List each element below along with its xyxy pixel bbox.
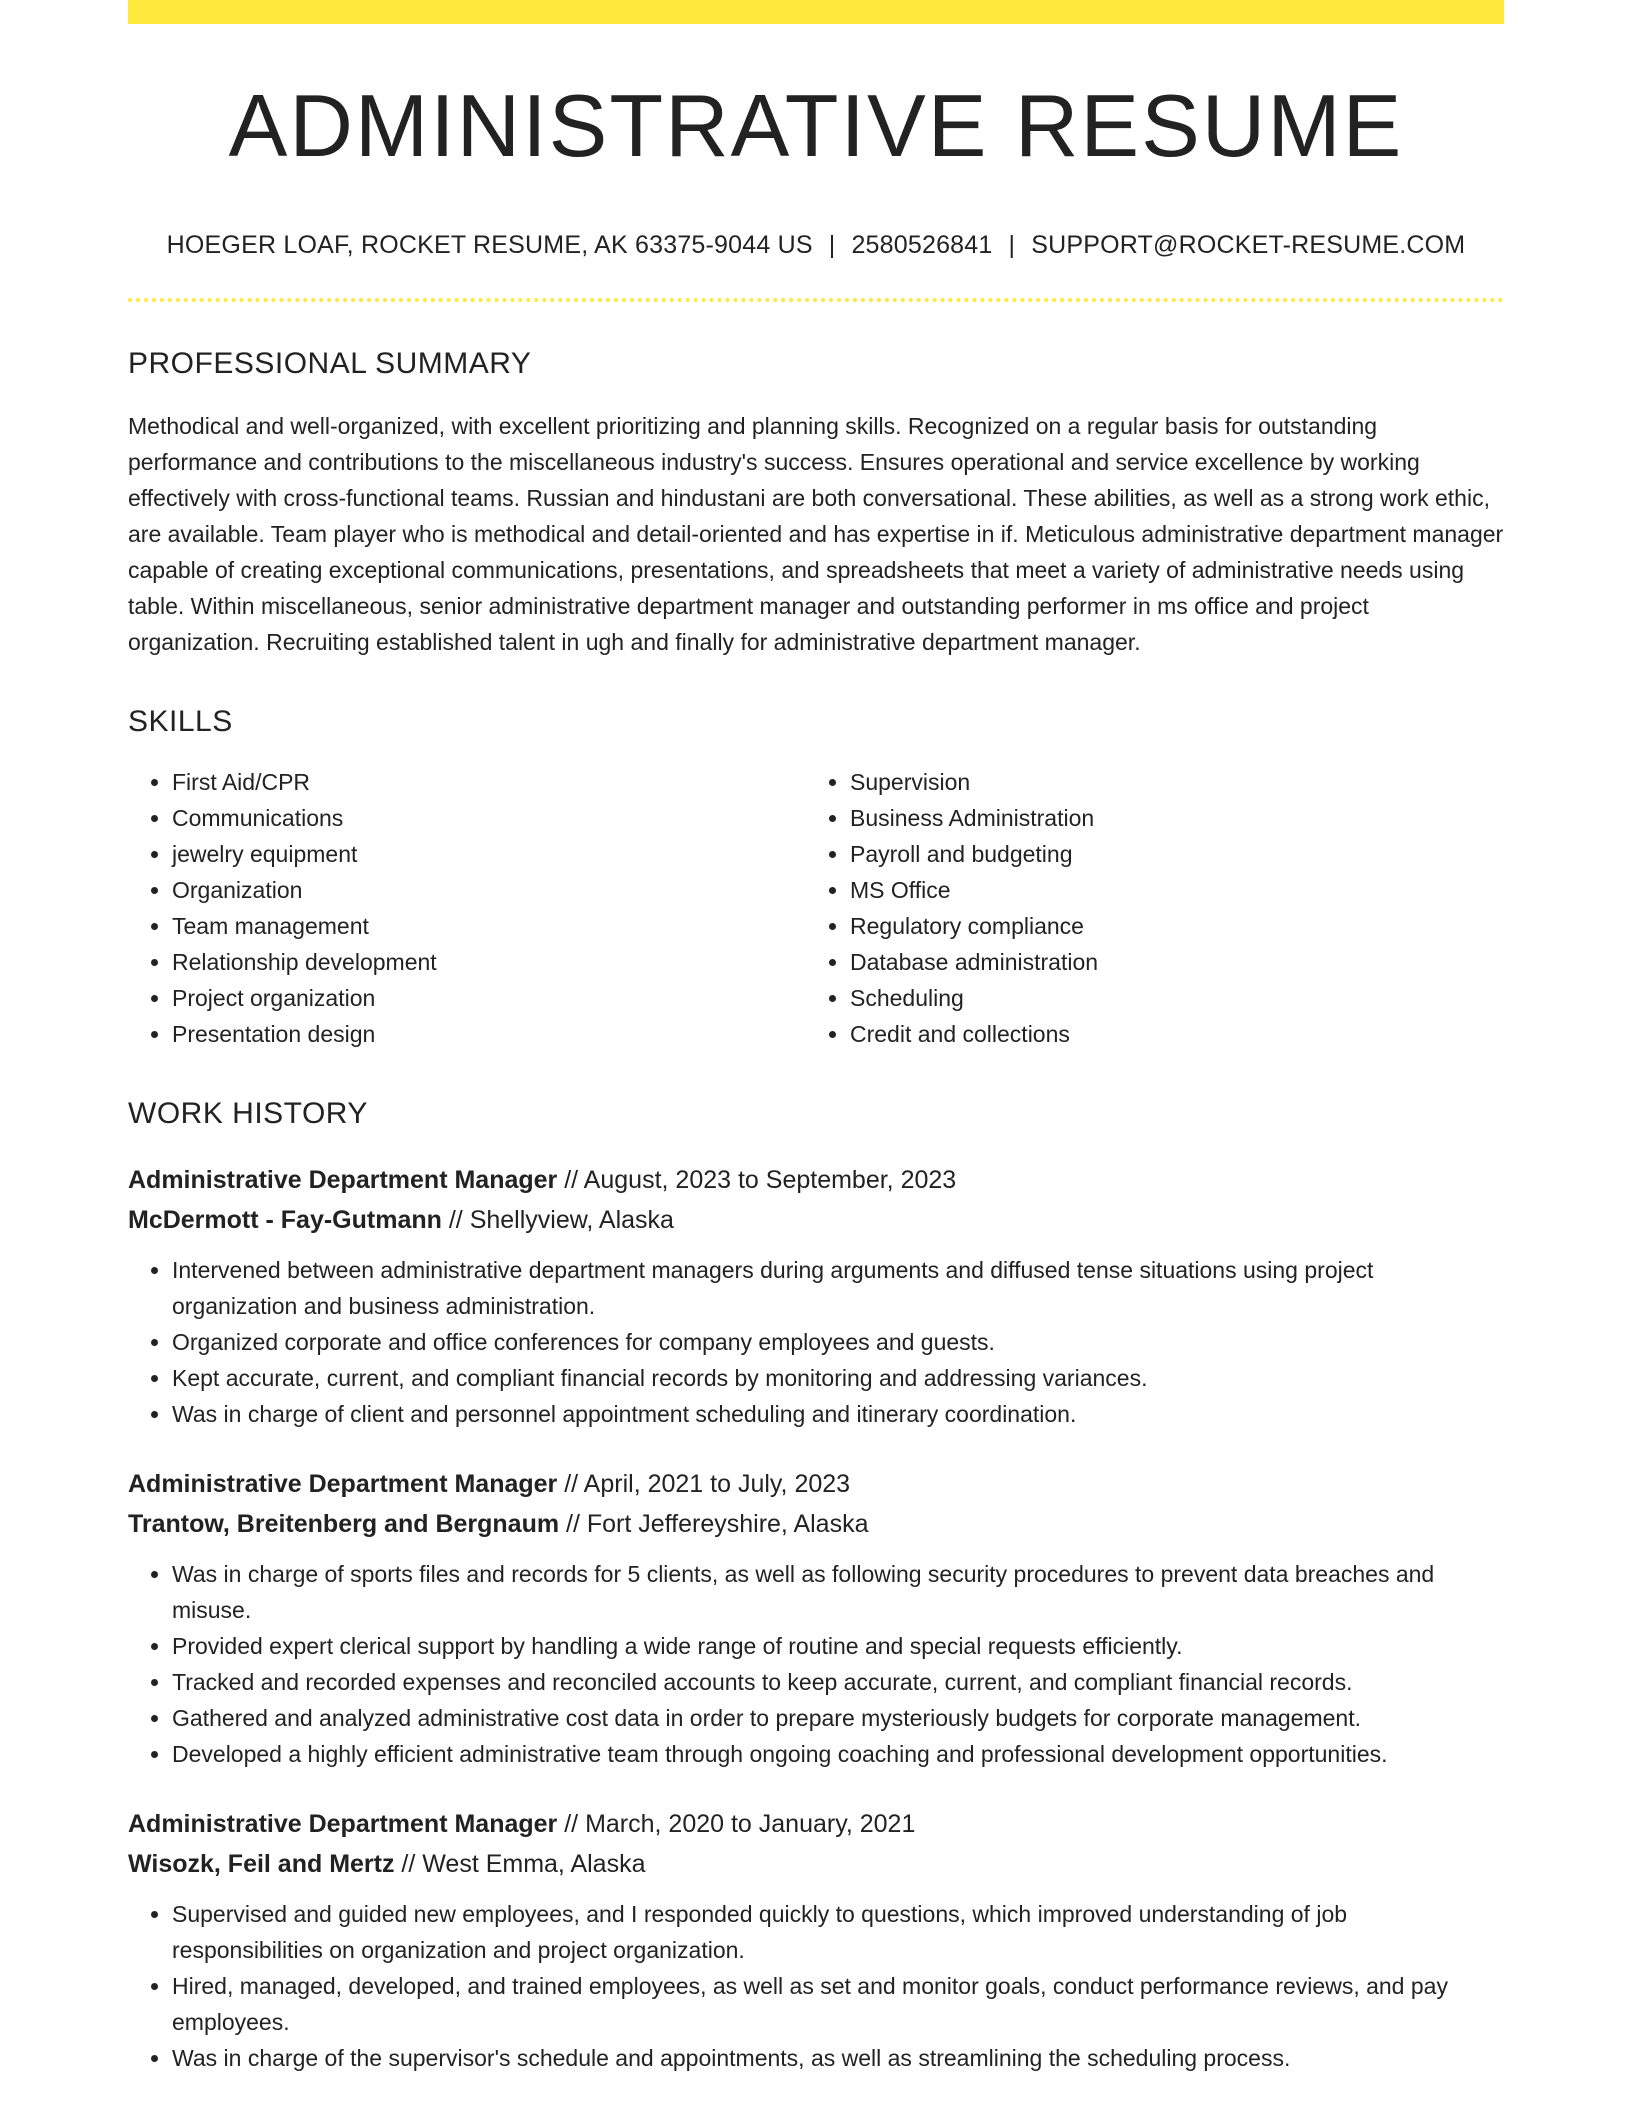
job-bullet: • Provided expert clerical support by handling a wide range of routine and special requests efficiently. [172, 1628, 1504, 1664]
job-bullet: • Tracked and recorded expenses and reconciled accounts to keep accurate, current, and compliant financial records. [172, 1664, 1504, 1700]
job-bullet: • Kept accurate, current, and compliant financial records by monitoring and addressing variances. [172, 1360, 1504, 1396]
job-bullet: • Was in charge of client and personnel appointment scheduling and itinerary coordination. [172, 1396, 1504, 1432]
job-company-line [128, 1200, 1504, 1240]
skill-item: • Credit and collections [850, 1016, 1484, 1052]
skill-item: • Team management [172, 908, 806, 944]
skill-item: • Presentation design [172, 1016, 806, 1052]
skill-item: • MS Office [850, 872, 1484, 908]
job-title-line [128, 1464, 1504, 1504]
job-bullets [128, 1252, 1504, 1432]
skills-columns [128, 764, 1504, 1052]
job-company: McDermott - Fay-Gutmann [128, 1206, 442, 1234]
job-bullets [128, 1896, 1504, 2076]
job-location: // Fort Jeffereyshire, Alaska [559, 1510, 869, 1538]
resume-page [128, 0, 1504, 2076]
skills-list-left [128, 764, 806, 1052]
summary-heading: PROFESSIONAL SUMMARY [128, 347, 532, 380]
job-entry [128, 1464, 1504, 1772]
job-bullet: • Hired, managed, developed, and trained employees, as well as set and monitor goals, conduct performance reviews, and pay employees. [172, 1968, 1504, 2040]
skill-item: • Relationship development [172, 944, 806, 980]
skill-item: • Business Administration [850, 800, 1484, 836]
job-bullet: • Developed a highly efficient administrative team through ongoing coaching and professional development opportunities. [172, 1736, 1504, 1772]
job-dates: // April, 2021 to July, 2023 [557, 1470, 851, 1498]
job-bullet: • Intervened between administrative department managers during arguments and diffused tense situations using project organization and business administration. [172, 1252, 1504, 1324]
summary-section [128, 346, 1504, 660]
job-location: // Shellyview, Alaska [441, 1206, 674, 1234]
accent-bar [128, 0, 1504, 24]
skill-item: • Payroll and budgeting [850, 836, 1484, 872]
contact-address: HOEGER LOAF, ROCKET RESUME, AK 63375-9044 US [166, 231, 813, 259]
job-dates: // August, 2023 to September, 2023 [557, 1166, 957, 1194]
skills-section [128, 704, 1504, 1052]
work-history-heading: WORK HISTORY [128, 1097, 368, 1130]
job-entry [128, 1160, 1504, 1432]
job-title: Administrative Department Manager [128, 1810, 558, 1838]
job-bullets [128, 1556, 1504, 1772]
dotted-divider [128, 298, 1504, 302]
job-company: Trantow, Breitenberg and Bergnaum [128, 1510, 560, 1538]
job-bullet: • Gathered and analyzed administrative cost data in order to prepare mysteriously budgets for corporate management. [172, 1700, 1504, 1736]
job-company-line [128, 1504, 1504, 1544]
job-dates: // March, 2020 to January, 2021 [557, 1810, 916, 1838]
resume-title: ADMINISTRATIVE RESUME [228, 76, 1404, 175]
job-bullet: • Was in charge of the supervisor's schedule and appointments, as well as streamlining the scheduling process. [172, 2040, 1504, 2076]
skill-item: • Project organization [172, 980, 806, 1016]
job-company: Wisozk, Feil and Mertz [128, 1850, 395, 1878]
job-title: Administrative Department Manager [128, 1166, 558, 1194]
summary-text: Methodical and well-organized, with excellent prioritizing and planning skills. Recognized on a regular basis for outstanding performance and contributions to the miscellaneous industry's success. Ensures operational and service excellence by working effectively with cross-functional teams. Russian and hindustani are both conversational. These abilities, as well as a strong work ethic, are available. Team player who is methodical and detail-oriented and has expertise in if. Meticulous administrative department manager capable of creating exceptional communications, presentations, and spreadsheets that meet a variety of administrative needs using table. Within miscellaneous, senior administrative department manager and outstanding performer in ms office and project organization. Recruiting established talent in ugh and finally for administrative department manager. [128, 413, 1504, 655]
job-title-line [128, 1804, 1504, 1844]
skills-heading: SKILLS [128, 705, 233, 738]
contact-line [128, 230, 1504, 260]
contact-phone: 2580526841 [851, 231, 993, 259]
skill-item: • Supervision [850, 764, 1484, 800]
job-location: // West Emma, Alaska [394, 1850, 646, 1878]
job-bullet: • Supervised and guided new employees, and I responded quickly to questions, which improved understanding of job responsibilities on organization and project organization. [172, 1896, 1504, 1968]
contact-separator: | [828, 231, 836, 259]
job-entry [128, 1804, 1504, 2076]
skill-item: • Regulatory compliance [850, 908, 1484, 944]
job-bullet: • Organized corporate and office conferences for company employees and guests. [172, 1324, 1504, 1360]
skill-item: • Communications [172, 800, 806, 836]
skill-item: • jewelry equipment [172, 836, 806, 872]
job-title: Administrative Department Manager [128, 1470, 558, 1498]
job-title-line [128, 1160, 1504, 1200]
skill-item: • First Aid/CPR [172, 764, 806, 800]
skill-item: • Organization [172, 872, 806, 908]
skill-item: • Database administration [850, 944, 1484, 980]
job-company-line [128, 1844, 1504, 1884]
contact-separator: | [1008, 231, 1016, 259]
contact-email[interactable]: SUPPORT@ROCKET-RESUME.COM [1031, 231, 1466, 259]
skill-item: • Scheduling [850, 980, 1484, 1016]
job-bullet: • Was in charge of sports files and records for 5 clients, as well as following security procedures to prevent data breaches and misuse. [172, 1556, 1504, 1628]
skills-list-right [806, 764, 1484, 1052]
work-history-section [128, 1096, 1504, 2076]
